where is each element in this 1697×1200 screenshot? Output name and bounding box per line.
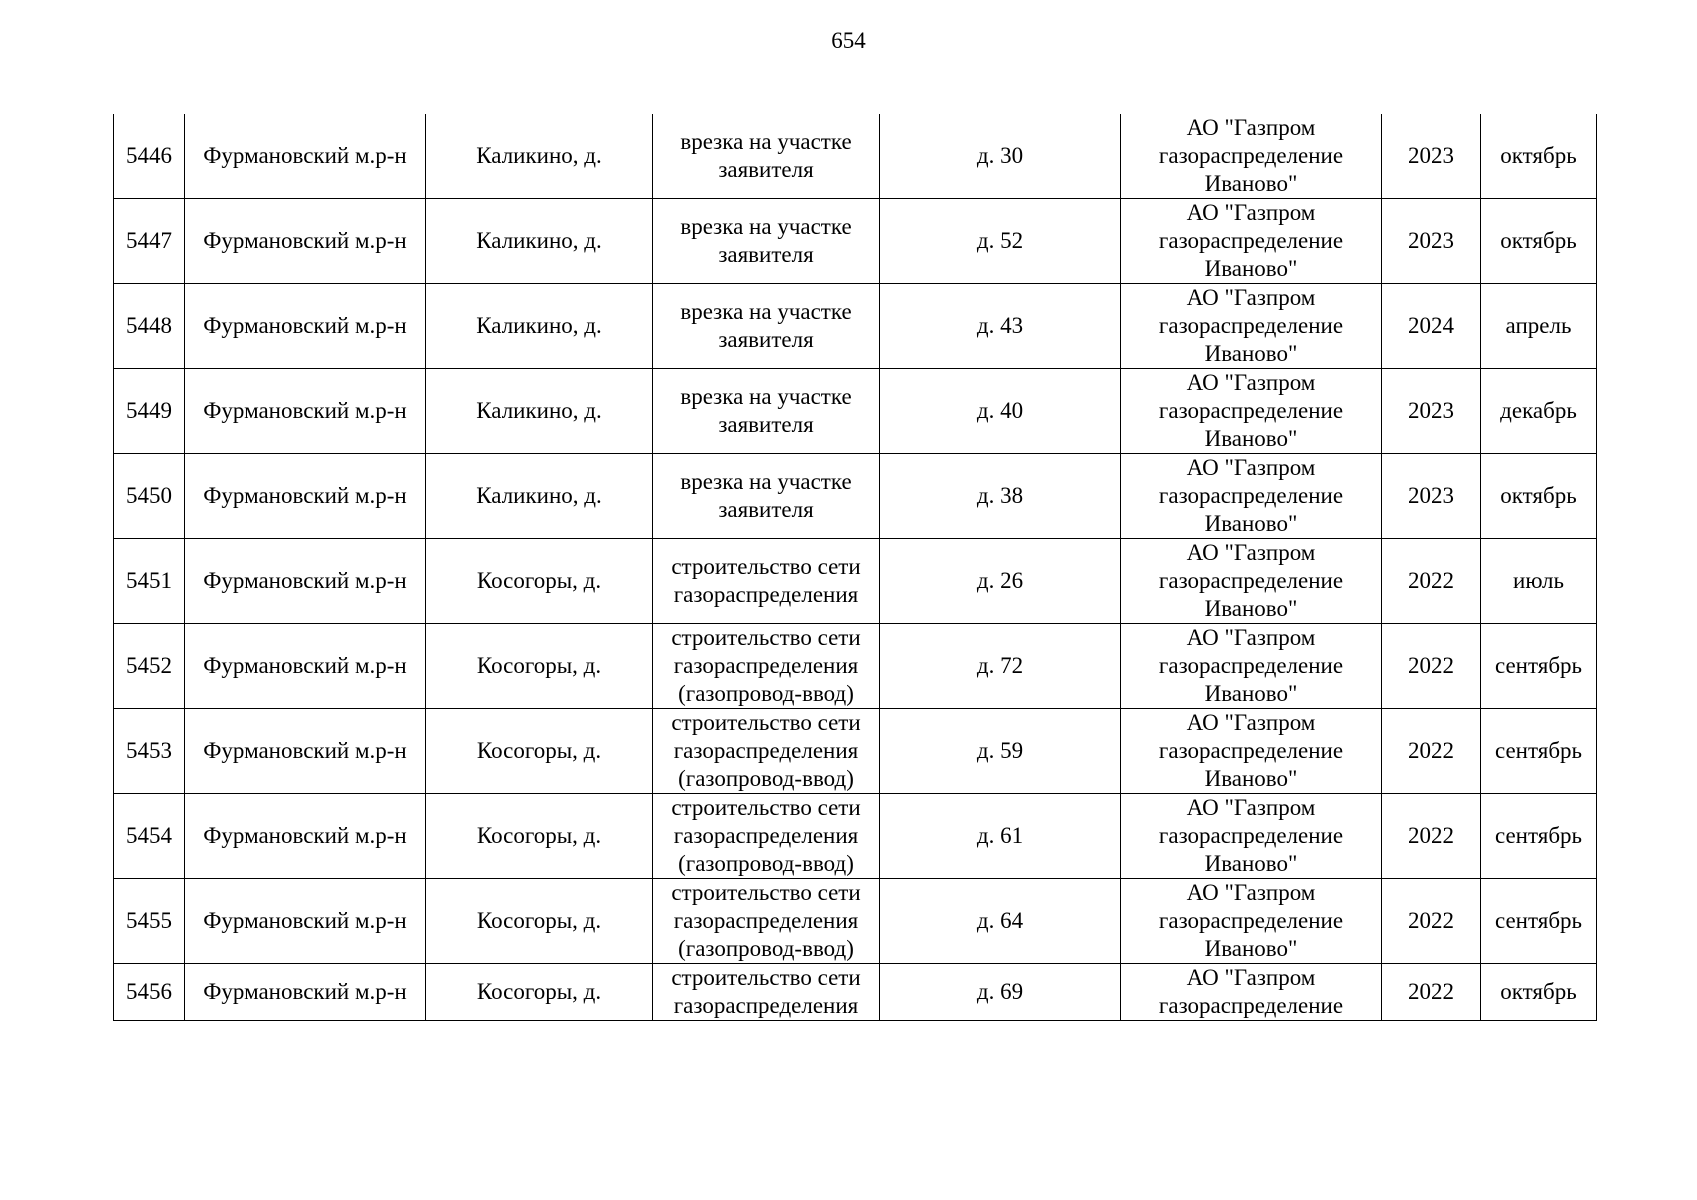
work-type-cell <box>653 114 880 199</box>
year-cell: 2023 <box>1382 454 1481 539</box>
work-type-cell <box>653 539 880 624</box>
month-cell: декабрь <box>1481 369 1597 454</box>
month-cell: сентябрь <box>1481 709 1597 794</box>
work-type-line: газораспределения <box>673 582 859 607</box>
organization-cell <box>1121 879 1382 964</box>
table-row <box>114 879 1597 964</box>
organization-line: Иваново" <box>1204 681 1298 706</box>
organization-line: газораспределение <box>1158 568 1344 593</box>
organization-cell <box>1121 114 1382 199</box>
work-type-cell <box>653 284 880 369</box>
organization-cell <box>1121 454 1382 539</box>
house-number-cell: д. 52 <box>880 199 1121 284</box>
work-type-cell <box>653 624 880 709</box>
work-type-cell <box>653 794 880 879</box>
year-cell: 2023 <box>1382 369 1481 454</box>
organization-line: АО "Газпром <box>1186 285 1316 310</box>
row-number-cell: 5455 <box>114 879 185 964</box>
organization-line: газораспределение <box>1158 228 1344 253</box>
district-cell: Фурмановский м.р-н <box>185 709 426 794</box>
row-number-cell: 5449 <box>114 369 185 454</box>
organization-line: Иваново" <box>1204 171 1298 196</box>
organization-cell <box>1121 539 1382 624</box>
district-cell: Фурмановский м.р-н <box>185 879 426 964</box>
district-cell: Фурмановский м.р-н <box>185 539 426 624</box>
organization-line: газораспределение <box>1158 398 1344 423</box>
table-row <box>114 284 1597 369</box>
work-type-line: врезка на участке <box>680 299 852 324</box>
district-cell: Фурмановский м.р-н <box>185 199 426 284</box>
work-type-line: строительство сети <box>671 965 861 990</box>
organization-line: АО "Газпром <box>1186 880 1316 905</box>
work-type-line: газораспределения <box>673 993 859 1018</box>
house-number-cell: д. 69 <box>880 964 1121 1021</box>
house-number-cell: д. 61 <box>880 794 1121 879</box>
organization-line: Иваново" <box>1204 596 1298 621</box>
work-type-line: газораспределения <box>673 738 859 763</box>
page-number: 654 <box>831 28 866 53</box>
year-cell: 2023 <box>1382 199 1481 284</box>
district-cell: Фурмановский м.р-н <box>185 454 426 539</box>
work-type-line: заявителя <box>718 497 814 522</box>
organization-line: Иваново" <box>1204 341 1298 366</box>
row-number-cell: 5451 <box>114 539 185 624</box>
organization-cell <box>1121 709 1382 794</box>
month-cell: октябрь <box>1481 454 1597 539</box>
month-cell: октябрь <box>1481 199 1597 284</box>
house-number-cell: д. 72 <box>880 624 1121 709</box>
organization-line: Иваново" <box>1204 851 1298 876</box>
work-type-line: врезка на участке <box>680 214 852 239</box>
organization-line: газораспределение <box>1158 738 1344 763</box>
work-type-line: врезка на участке <box>680 384 852 409</box>
year-cell: 2022 <box>1382 794 1481 879</box>
work-type-line: газораспределения <box>673 823 859 848</box>
year-cell: 2022 <box>1382 624 1481 709</box>
row-number-cell: 5447 <box>114 199 185 284</box>
settlement-cell: Косогоры, д. <box>426 794 653 879</box>
work-type-line: врезка на участке <box>680 129 852 154</box>
work-type-line: строительство сети <box>671 625 861 650</box>
work-type-line: строительство сети <box>671 880 861 905</box>
organization-line: Иваново" <box>1204 936 1298 961</box>
organization-line: Иваново" <box>1204 426 1298 451</box>
work-type-line: (газопровод-ввод) <box>678 851 854 876</box>
work-type-line: строительство сети <box>671 795 861 820</box>
organization-cell <box>1121 964 1382 1021</box>
organization-line: АО "Газпром <box>1186 625 1316 650</box>
work-type-line: (газопровод-ввод) <box>678 936 854 961</box>
work-type-line: заявителя <box>718 327 814 352</box>
organization-line: Иваново" <box>1204 766 1298 791</box>
work-type-cell <box>653 879 880 964</box>
organization-line: газораспределение <box>1158 823 1344 848</box>
organization-cell <box>1121 369 1382 454</box>
district-cell: Фурмановский м.р-н <box>185 114 426 199</box>
table-row <box>114 369 1597 454</box>
organization-line: АО "Газпром <box>1186 200 1316 225</box>
work-type-cell <box>653 454 880 539</box>
row-number-cell: 5456 <box>114 964 185 1021</box>
row-number-cell: 5448 <box>114 284 185 369</box>
month-cell: сентябрь <box>1481 879 1597 964</box>
organization-cell <box>1121 794 1382 879</box>
house-number-cell: д. 40 <box>880 369 1121 454</box>
table-row <box>114 709 1597 794</box>
settlement-cell: Каликино, д. <box>426 454 653 539</box>
organization-line: газораспределение <box>1158 993 1344 1018</box>
work-type-cell <box>653 964 880 1021</box>
organization-cell <box>1121 199 1382 284</box>
house-number-cell: д. 64 <box>880 879 1121 964</box>
work-type-line: газораспределения <box>673 653 859 678</box>
organization-line: АО "Газпром <box>1186 795 1316 820</box>
row-number-cell: 5452 <box>114 624 185 709</box>
organization-cell <box>1121 284 1382 369</box>
month-cell: сентябрь <box>1481 624 1597 709</box>
table-grid <box>113 114 1597 1021</box>
organization-line: газораспределение <box>1158 143 1344 168</box>
organization-line: АО "Газпром <box>1186 370 1316 395</box>
organization-line: газораспределение <box>1158 313 1344 338</box>
table-row <box>114 199 1597 284</box>
settlement-cell: Каликино, д. <box>426 284 653 369</box>
row-number-cell: 5450 <box>114 454 185 539</box>
table-row <box>114 794 1597 879</box>
settlement-cell: Косогоры, д. <box>426 879 653 964</box>
district-cell: Фурмановский м.р-н <box>185 794 426 879</box>
organization-line: газораспределение <box>1158 908 1344 933</box>
table-row <box>114 114 1597 199</box>
row-number-cell: 5454 <box>114 794 185 879</box>
month-cell: октябрь <box>1481 114 1597 199</box>
settlement-cell: Каликино, д. <box>426 199 653 284</box>
settlement-cell: Каликино, д. <box>426 114 653 199</box>
settlement-cell: Каликино, д. <box>426 369 653 454</box>
settlement-cell: Косогоры, д. <box>426 539 653 624</box>
house-number-cell: д. 30 <box>880 114 1121 199</box>
year-cell: 2022 <box>1382 709 1481 794</box>
month-cell: сентябрь <box>1481 794 1597 879</box>
settlement-cell: Косогоры, д. <box>426 624 653 709</box>
table-row <box>114 454 1597 539</box>
work-type-line: заявителя <box>718 242 814 267</box>
settlement-cell: Косогоры, д. <box>426 964 653 1021</box>
district-cell: Фурмановский м.р-н <box>185 369 426 454</box>
work-type-line: (газопровод-ввод) <box>678 766 854 791</box>
organization-line: АО "Газпром <box>1186 710 1316 735</box>
work-type-cell <box>653 709 880 794</box>
year-cell: 2023 <box>1382 114 1481 199</box>
row-number-cell: 5453 <box>114 709 185 794</box>
organization-line: АО "Газпром <box>1186 965 1316 990</box>
house-number-cell: д. 26 <box>880 539 1121 624</box>
table-row <box>114 539 1597 624</box>
year-cell: 2022 <box>1382 879 1481 964</box>
row-number-cell: 5446 <box>114 114 185 199</box>
table-row <box>114 624 1597 709</box>
organization-line: Иваново" <box>1204 511 1298 536</box>
work-type-line: заявителя <box>718 157 814 182</box>
year-cell: 2022 <box>1382 964 1481 1021</box>
organization-line: АО "Газпром <box>1186 540 1316 565</box>
month-cell: апрель <box>1481 284 1597 369</box>
settlement-cell: Косогоры, д. <box>426 709 653 794</box>
organization-line: Иваново" <box>1204 256 1298 281</box>
table-body <box>114 114 1597 1021</box>
district-cell: Фурмановский м.р-н <box>185 284 426 369</box>
work-type-cell <box>653 369 880 454</box>
work-type-line: заявителя <box>718 412 814 437</box>
work-type-line: строительство сети <box>671 554 861 579</box>
organization-line: газораспределение <box>1158 483 1344 508</box>
work-type-cell <box>653 199 880 284</box>
organization-line: АО "Газпром <box>1186 455 1316 480</box>
house-number-cell: д. 43 <box>880 284 1121 369</box>
house-number-cell: д. 59 <box>880 709 1121 794</box>
month-cell: июль <box>1481 539 1597 624</box>
organization-cell <box>1121 624 1382 709</box>
year-cell: 2022 <box>1382 539 1481 624</box>
work-type-line: газораспределения <box>673 908 859 933</box>
district-cell: Фурмановский м.р-н <box>185 964 426 1021</box>
district-cell: Фурмановский м.р-н <box>185 624 426 709</box>
work-type-line: врезка на участке <box>680 469 852 494</box>
year-cell: 2024 <box>1382 284 1481 369</box>
house-number-cell: д. 38 <box>880 454 1121 539</box>
organization-line: газораспределение <box>1158 653 1344 678</box>
table-row <box>114 964 1597 1021</box>
month-cell: октябрь <box>1481 964 1597 1021</box>
work-type-line: строительство сети <box>671 710 861 735</box>
work-type-line: (газопровод-ввод) <box>678 681 854 706</box>
organization-line: АО "Газпром <box>1186 115 1316 140</box>
gas-connection-table <box>113 114 1596 1021</box>
